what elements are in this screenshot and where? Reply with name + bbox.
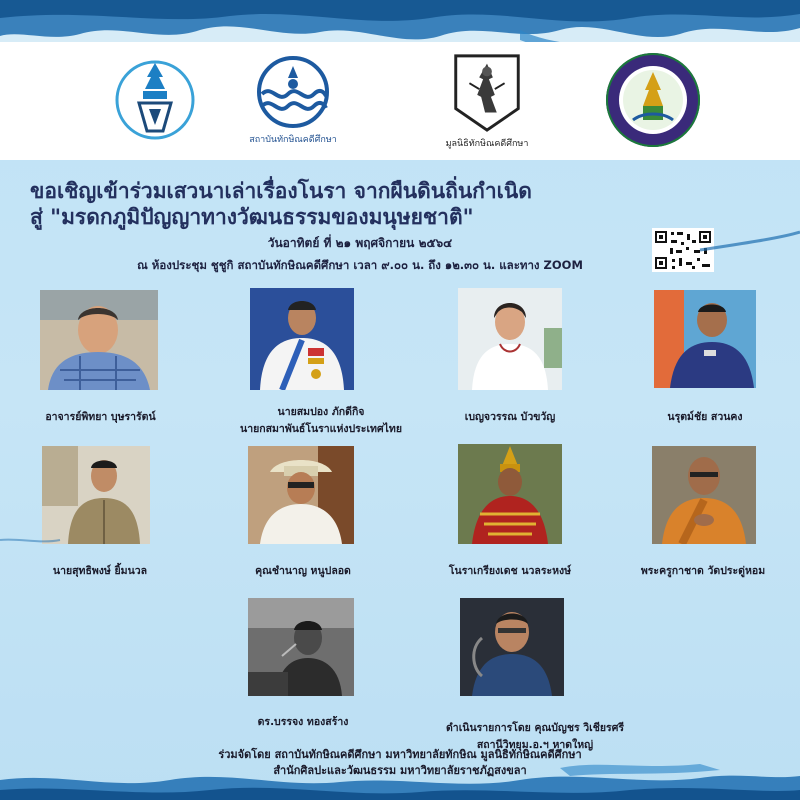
speaker-photo-9 xyxy=(248,598,354,696)
speaker-name-5: นายสุทธิพงษ์ ยิ้มนวล xyxy=(52,565,148,577)
logo-southern-thai-studies-institute xyxy=(238,50,348,150)
organizers-line-2: สำนักศิลปะและวัฒนธรรม มหาวิทยาลัยราชภัฏสงขลา xyxy=(273,764,527,777)
speaker-photo-1 xyxy=(40,290,158,390)
speaker-portrait-icon xyxy=(654,290,756,388)
speaker-name-8: พระครูกาชาด วัดประดู่หอม xyxy=(640,565,766,577)
institute-wave-emblem-icon xyxy=(248,54,338,130)
speaker-photo-3 xyxy=(458,288,562,390)
speaker-photo-6 xyxy=(248,446,354,544)
event-date: วันอาทิตย์ ที่ ๒๑ พฤศจิกายน ๒๕๖๔ xyxy=(267,236,453,250)
logo-southern-thai-studies-foundation xyxy=(432,50,542,150)
speaker-role-2: นายกสมาพันธ์โนราแห่งประเทศไทย xyxy=(240,423,402,435)
speaker-photo-7 xyxy=(458,444,562,544)
logo-thaksin-university xyxy=(100,50,210,150)
speaker-portrait-icon xyxy=(652,446,756,544)
speaker-name-6: คุณชำนาญ หนูปลอด xyxy=(255,565,351,577)
moderator-label: ดำเนินรายการโดย คุณบัญชร วิเชียรศรี xyxy=(445,722,624,734)
event-title xyxy=(30,178,790,230)
speaker-name-2: นายสมปอง ภักดีกิจ xyxy=(277,406,365,418)
shadow-puppet-emblem-icon xyxy=(445,50,529,134)
bottom-watercolor-splash xyxy=(0,750,800,800)
speaker-name-7: โนราเกรียงเดช นวลระหงษ์ xyxy=(448,565,572,577)
moderator-affiliation: สถานีวิทยุม.อ.ฯ หาดใหญ่ xyxy=(476,739,594,751)
moderator-photo xyxy=(460,598,564,696)
speaker-name-9: ดร.บรรจง ทองสร้าง xyxy=(257,716,349,728)
speaker-portrait-icon xyxy=(42,446,150,544)
thaksin-university-emblem-icon xyxy=(113,55,197,145)
logo-caption: มูลนิธิทักษิณคดีศึกษา xyxy=(445,139,529,149)
moderator-portrait-icon xyxy=(460,598,564,696)
speaker-photo-4 xyxy=(654,290,756,388)
speaker-photo-2 xyxy=(250,288,354,390)
speaker-portrait-icon xyxy=(458,444,562,544)
speaker-photo-8 xyxy=(652,446,756,544)
songkhla-rajabhat-seal-icon xyxy=(603,50,703,150)
speaker-portrait-icon xyxy=(40,290,158,390)
speaker-name-1: อาจารย์พิทยา บุษรารัตน์ xyxy=(45,411,156,423)
speaker-name-3: เบญจวรรณ บัวขวัญ xyxy=(464,411,556,423)
title-line-2: สู่ "มรดกภูมิปัญญาทางวัฒนธรรมของมนุษยชาติ" xyxy=(30,205,474,229)
logo-songkhla-rajabhat xyxy=(598,50,708,150)
qr-code-icon xyxy=(652,228,714,272)
speaker-2-caption xyxy=(236,403,406,437)
logo-caption: สถาบันทักษิณคดีศึกษา xyxy=(249,135,337,145)
speaker-name-4: นรุตม์ชัย สวนคง xyxy=(667,411,743,423)
speaker-portrait-icon xyxy=(248,446,354,544)
organizers-line-1: ร่วมจัดโดย สถาบันทักษิณคดีศึกษา มหาวิทยาลัยทักษิณ มูลนิธิทักษิณคดีศึกษา xyxy=(218,748,582,761)
speaker-portrait-icon xyxy=(248,598,354,696)
speaker-portrait-icon xyxy=(458,288,562,390)
event-venue: ณ ห้องประชุม ชูชูกิ สถาบันทักษิณคดีศึกษา เวลา ๙.๐๐ น. ถึง ๑๒.๓๐ น. และทาง ZOOM xyxy=(137,258,583,272)
speaker-portrait-icon xyxy=(250,288,354,390)
title-line-1: ขอเชิญเข้าร่วมเสวนาเล่าเรื่องโนรา จากผืนดินถิ่นกำเนิด xyxy=(30,179,532,203)
speaker-photo-5 xyxy=(42,446,150,544)
